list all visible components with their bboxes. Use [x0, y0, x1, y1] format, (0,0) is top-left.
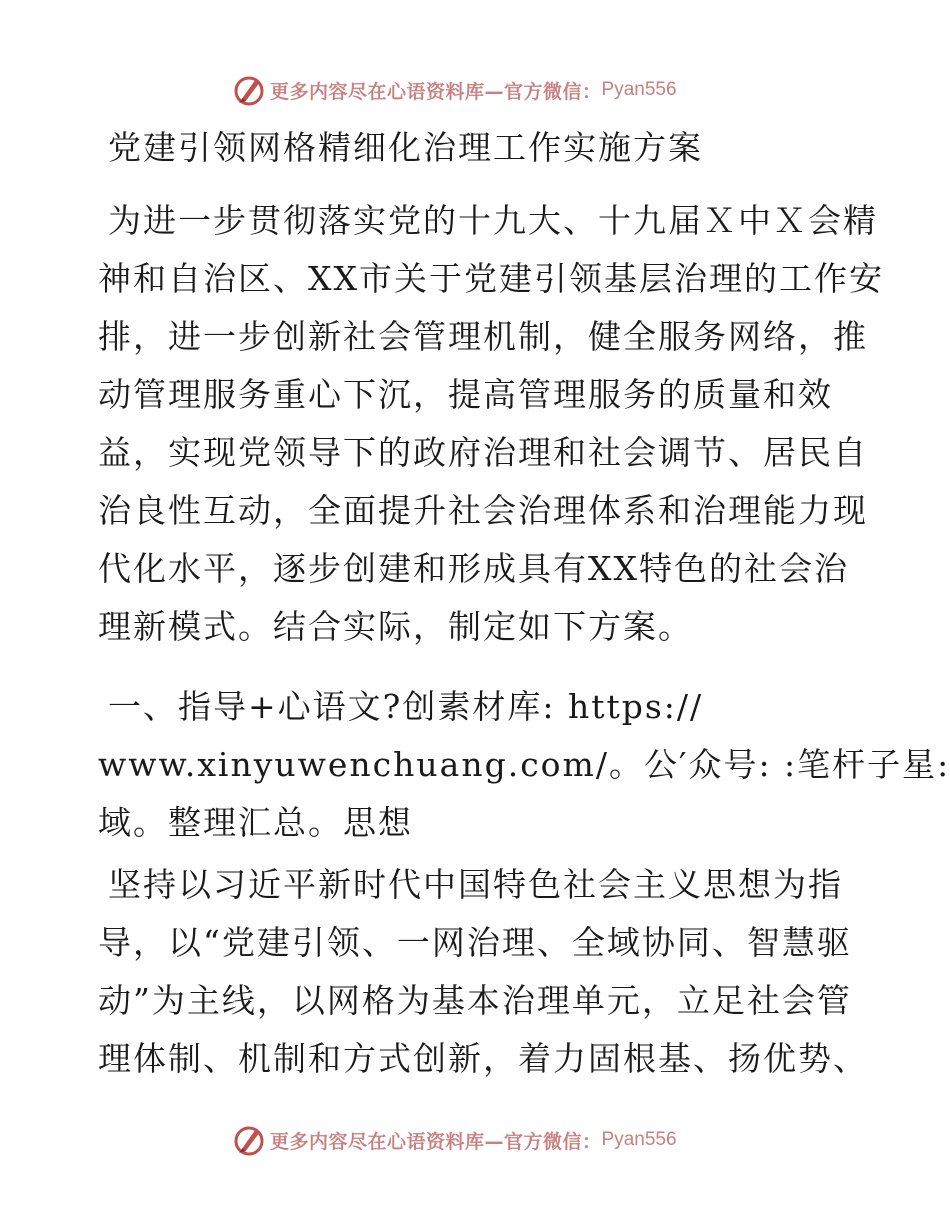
text-line: www.xinyuwenchuang.com/。公′众号: :笔杆子星: — [98, 745, 950, 784]
text-line: 导，以“党建引领、一网治理、全域协同、智慧驱 — [98, 923, 852, 962]
document-title: 党建引领网格精细化治理工作实施方案 — [108, 128, 703, 167]
text-line: 治良性互动，全面提升社会治理体系和治理能力现 — [98, 491, 868, 530]
banner-account: Pyan556 — [601, 1129, 677, 1150]
text-line: 益，实现党领导下的政府治理和社会调节、居民自 — [98, 433, 868, 472]
section-heading-guiding-ideology — [98, 678, 950, 852]
text-line: 一、指导+心语文?创素材库: https:// — [108, 687, 704, 726]
banner-account: Pyan556 — [601, 79, 677, 100]
paragraph-intro — [98, 192, 884, 656]
text-line: 动管理服务重心下沉，提高管理服务的质量和效 — [98, 375, 833, 414]
text-line: 坚持以习近平新时代中国特色社会主义思想为指 — [108, 865, 843, 904]
text-line: 理体制、机制和方式创新，着力固根基、扬优势、 — [98, 1039, 868, 1078]
quill-pen-circle-icon — [232, 1123, 266, 1157]
quill-pen-circle-icon — [232, 73, 266, 107]
text-line: 动”为主线，以网格为基本治理单元，立足社会管 — [98, 981, 852, 1020]
text-line: 域。整理汇总。思想 — [98, 803, 413, 842]
footer-watermark-banner — [232, 1122, 677, 1158]
paragraph-guiding-ideology — [98, 856, 868, 1088]
banner-text: 更多内容尽在心语资料库—官方微信： — [270, 1130, 602, 1153]
banner-text: 更多内容尽在心语资料库—官方微信： — [270, 80, 602, 103]
text-line: 代化水平，逐步创建和形成具有XX特色的社会治 — [98, 549, 849, 588]
text-line: 神和自治区、XX市关于党建引领基层治理的工作安 — [98, 259, 884, 298]
text-line: 理新模式。结合实际，制定如下方案。 — [98, 607, 693, 646]
text-line: 为进一步贯彻落实党的十九大、十九届Ｘ中Ｘ会精 — [108, 201, 878, 240]
text-line: 排，进一步创新社会管理机制，健全服务网络，推 — [98, 317, 868, 356]
header-watermark-banner — [232, 72, 677, 108]
